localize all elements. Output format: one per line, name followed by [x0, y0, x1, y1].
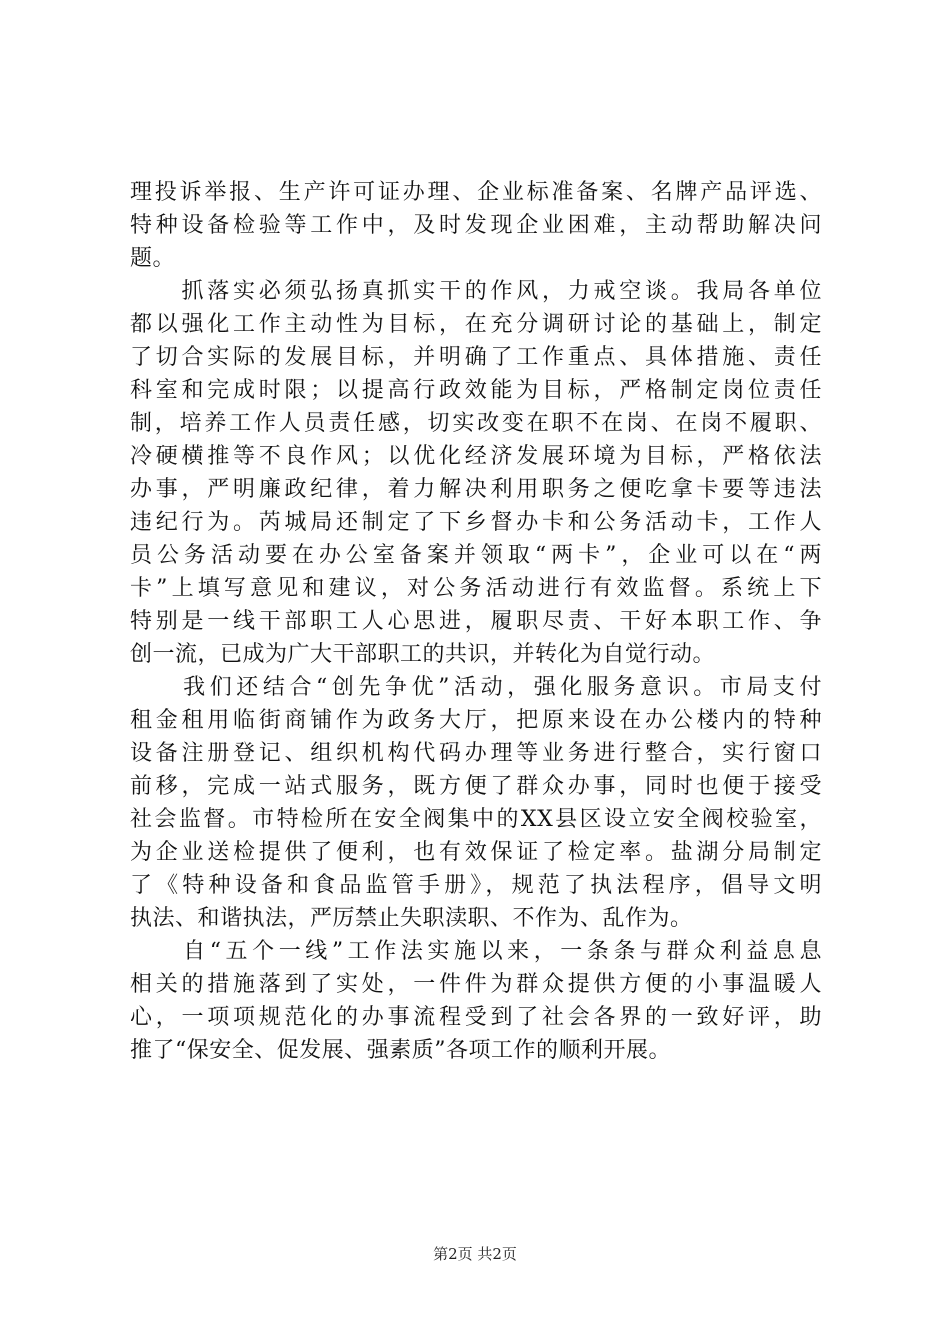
body-text [130, 176, 822, 1067]
text-line: 心，一项项规范化的办事流程受到了社会各界的一致好评，助 [130, 1005, 822, 1030]
text-line: 创一流，已成为广大干部职工的共识，并转化为自觉行动。 [130, 642, 716, 667]
text-line: 了《特种设备和食品监管手册》，规范了执法程序，倡导文明 [130, 873, 822, 898]
text-line: 执法、和谐执法，严厉禁止失职渎职、不作为、乱作为。 [130, 906, 693, 931]
text-line: 制，培养工作人员责任感，切实改变在职不在岗、在岗不履职、 [130, 411, 822, 436]
page-number-footer: 第2页 共2页 [433, 1245, 517, 1263]
text-line: 理投诉举报、生产许可证办理、企业标准备案、名牌产品评选、 [130, 180, 822, 205]
text-line: 设备注册登记、组织机构代码办理等业务进行整合，实行窗口 [130, 741, 822, 766]
text-line: 为企业送检提供了便利，也有效保证了检定率。盐湖分局制定 [130, 840, 822, 865]
text-line: 卡”上填写意见和建议，对公务活动进行有效监督。系统上下 [130, 576, 822, 601]
text-line: 员公务活动要在办公室备案并领取“两卡”，企业可以在“两 [130, 543, 822, 568]
text-line: 租金租用临街商铺作为政务大厅，把原来设在办公楼内的特种 [130, 708, 822, 733]
text-line: 都以强化工作主动性为目标，在充分调研讨论的基础上，制定 [130, 312, 822, 337]
text-line: 科室和完成时限；以提高行政效能为目标，严格制定岗位责任 [130, 378, 822, 403]
text-line: 前移，完成一站式服务，既方便了群众办事，同时也便于接受 [130, 774, 822, 799]
text-line: 社会监督。市特检所在安全阀集中的XX县区设立安全阀校验室， [130, 807, 822, 832]
text-line: 违纪行为。芮城局还制定了下乡督办卡和公务活动卡，工作人 [130, 510, 822, 535]
text-line: 特种设备检验等工作中，及时发现企业困难，主动帮助解决问 [130, 213, 822, 238]
text-line: 了切合实际的发展目标，并明确了工作重点、具体措施、责任 [130, 345, 822, 370]
text-line: 特别是一线干部职工人心思进，履职尽责、干好本职工作、争 [130, 609, 822, 634]
text-line: 推了“保安全、促发展、强素质”各项工作的顺利开展。 [130, 1038, 671, 1063]
text-line: 办事，严明廉政纪律，着力解决利用职务之便吃拿卡要等违法 [130, 477, 822, 502]
text-line: 我们还结合“创先争优”活动，强化服务意识。市局支付 [130, 675, 822, 700]
text-line: 自“五个一线”工作法实施以来，一条条与群众利益息息 [130, 939, 822, 964]
text-line: 题。 [130, 246, 176, 271]
text-line: 抓落实必须弘扬真抓实干的作风，力戒空谈。我局各单位 [130, 279, 822, 304]
text-line: 冷硬横推等不良作风；以优化经济发展环境为目标，严格依法 [130, 444, 822, 469]
text-line: 相关的措施落到了实处，一件件为群众提供方便的小事温暖人 [130, 972, 822, 997]
